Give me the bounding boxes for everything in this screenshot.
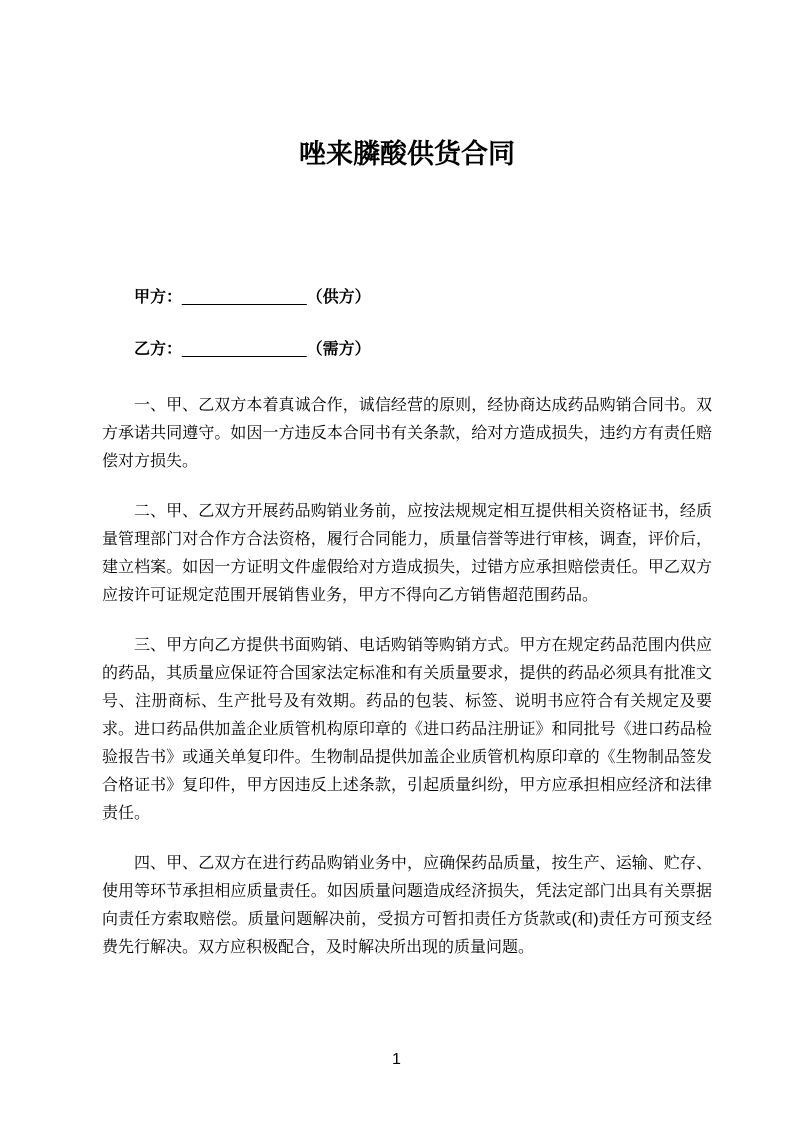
party-b-line bbox=[102, 338, 712, 362]
clause-3: 三、甲方向乙方提供书面购销、电话购销等购销方式。甲方在规定药品范围内供应的药品，其质量应保证符合国家法定标准和有关质量要求，提供的药品必须具有批准文号、注册商标、生产批号及有效期。药品的包装、标签、说明书应符合有关规定及要求。进口药品供加盖企业质管机构原印章的《进口药品注册证》和同批号《进口药品检验报告书》或通关单复印件。生物制品提供加盖企业质管机构原印章的《生物制品签发合格证书》复印件，甲方因违反上述条款，引起质量纠纷，甲方应承担相应经济和法律责任。 bbox=[102, 637, 712, 822]
party-a-role: （供方） bbox=[306, 289, 371, 306]
party-b-label: 乙方： bbox=[134, 341, 183, 358]
party-b-blank-underline: ______________ bbox=[182, 341, 307, 358]
party-a-label: 甲方： bbox=[134, 289, 183, 306]
party-a-line bbox=[102, 286, 712, 310]
page-number: 1 bbox=[392, 1051, 401, 1068]
clause-4: 四、甲、乙双方在进行药品购销业务中，应确保药品质量，按生产、运输、贮存、使用等环节承担相应质量责任。如因质量问题造成经济损失，凭法定部门出具有关票据向责任方索取赔偿。质量问题解决前，受损方可暂扣责任方货款或(和)责任方可预支经费先行解决。双方应积极配合，及时解决所出现的质量问题。 bbox=[102, 855, 712, 956]
document-title: 唑来膦酸供货合同 bbox=[299, 139, 515, 169]
clause-1: 一、甲、乙双方本着真诚合作，诚信经营的原则，经协商达成药品购销合同书。双方承诺共同遵守。如因一方违反本合同书有关条款，给对方造成损失，违约方有责任赔偿对方损失。 bbox=[102, 397, 712, 470]
party-b-role: （需方） bbox=[306, 341, 371, 358]
clause-2: 二、甲、乙双方开展药品购销业务前，应按法规规定相互提供相关资格证书，经质量管理部门对合作方合法资格，履行合同能力，质量信誉等进行审核，调查，评价后，建立档案。如因一方证明文件虚假给对方造成损失，过错方应承担赔偿责任。甲乙双方应按许可证规定范围开展销售业务，甲方不得向乙方销售超范围药品。 bbox=[102, 503, 712, 604]
party-a-blank-underline: ______________ bbox=[182, 289, 307, 306]
